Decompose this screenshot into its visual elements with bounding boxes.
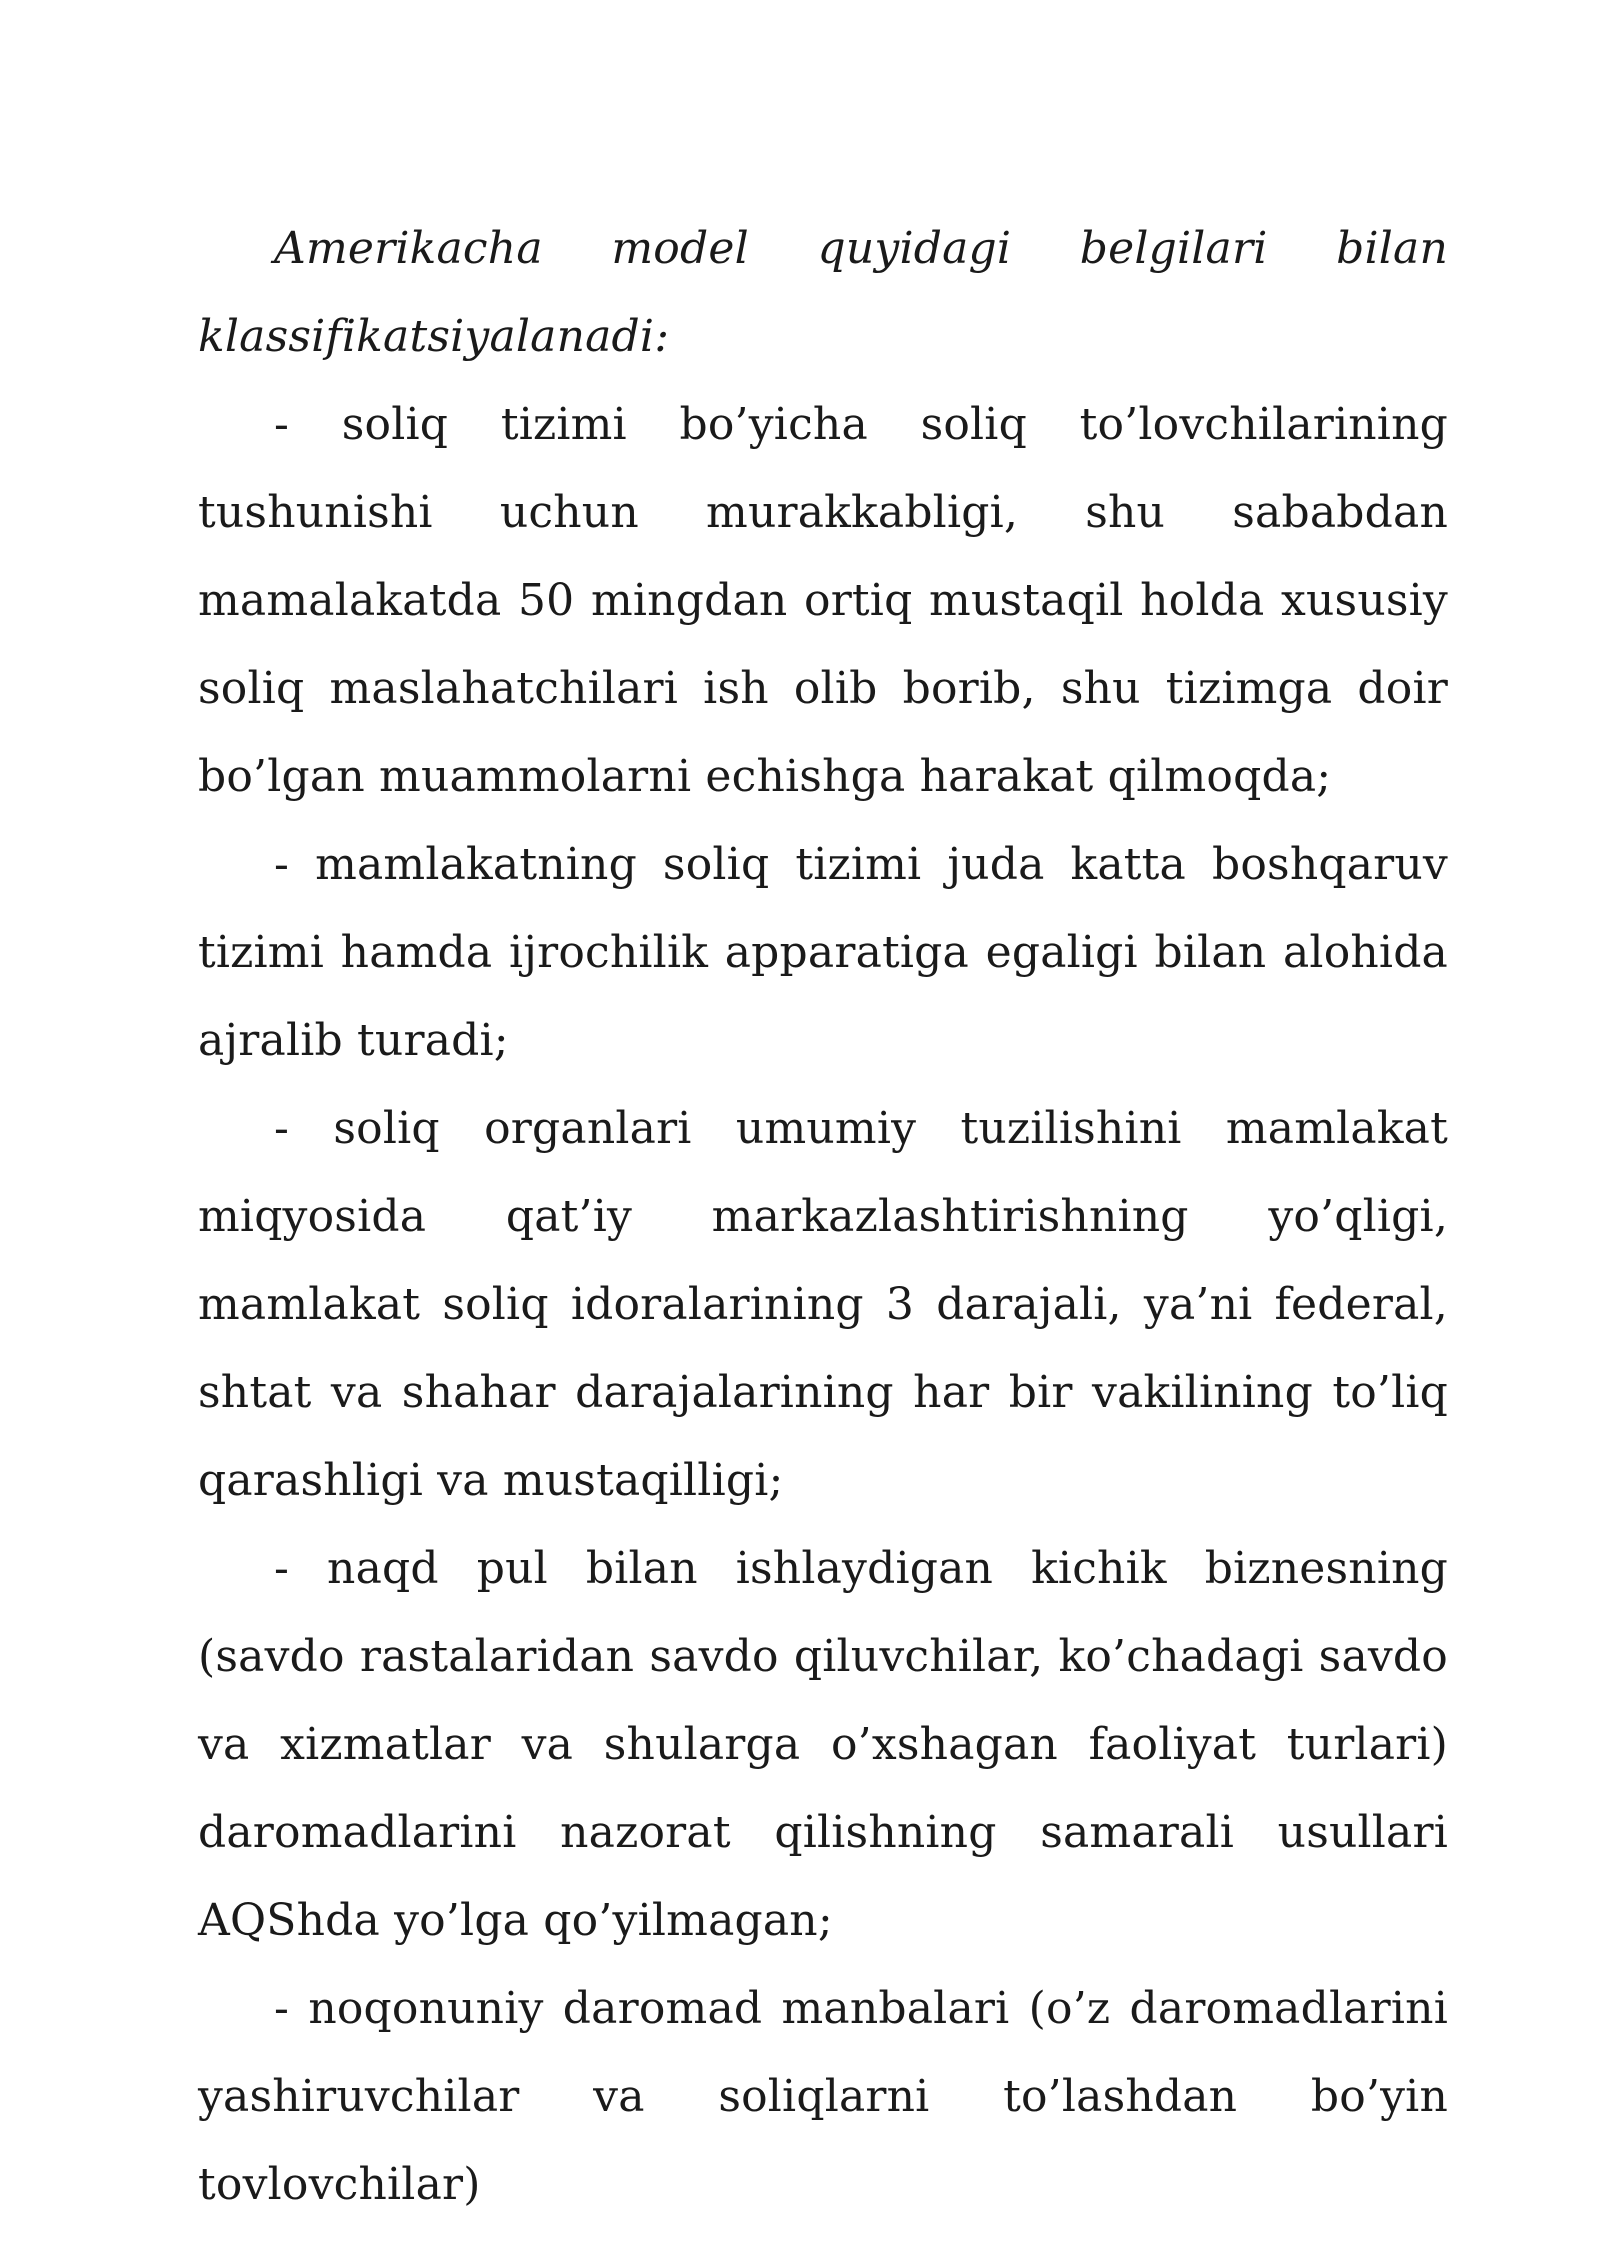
list-item: - naqd pul bilan ishlaydigan kichik biznesning (savdo rastalaridan savdo qiluvchilar, ko’chadagi savdo va xizmatlar va shularga o’xshagan faoliyat turlari) daromadlarini nazorat qilishning samarali usullari AQShda yo’lga qo’yilmagan; (198, 1543, 1448, 1946)
list-item: - noqonuniy daromad manbalari (o’z daromadlarini yashiruvchilar va soliqlarni to’lashdan bo’yin tovlovchilar) (198, 1983, 1448, 2210)
document-page (198, 205, 1448, 2229)
list-item: - mamlakatning soliq tizimi juda katta boshqaruv tizimi hamda ijrochilik apparatiga egaligi bilan alohida ajralib turadi; (198, 839, 1448, 1066)
list-item: - soliq organlari umumiy tuzilishini mamlakat miqyosida qat’iy markazlashtirishning yo’qligi, mamlakat soliq idoralarining 3 darajali, ya’ni federal, shtat va shahar darajalarining har bir vakilining to’liq qarashligi va mustaqilligi; (198, 1103, 1448, 1506)
section-heading: Amerikacha model quyidagi belgilari bilan klassifikatsiyalanadi: (198, 223, 1448, 362)
list-item: - soliq tizimi bo’yicha soliq to’lovchilarining tushunishi uchun murakkabligi, shu sababdan mamalakatda 50 mingdan ortiq mustaqil holda xususiy soliq maslahatchilari ish olib borib, shu tizimga doir bo’lgan muammolarni echishga harakat qilmoqda; (198, 399, 1448, 802)
